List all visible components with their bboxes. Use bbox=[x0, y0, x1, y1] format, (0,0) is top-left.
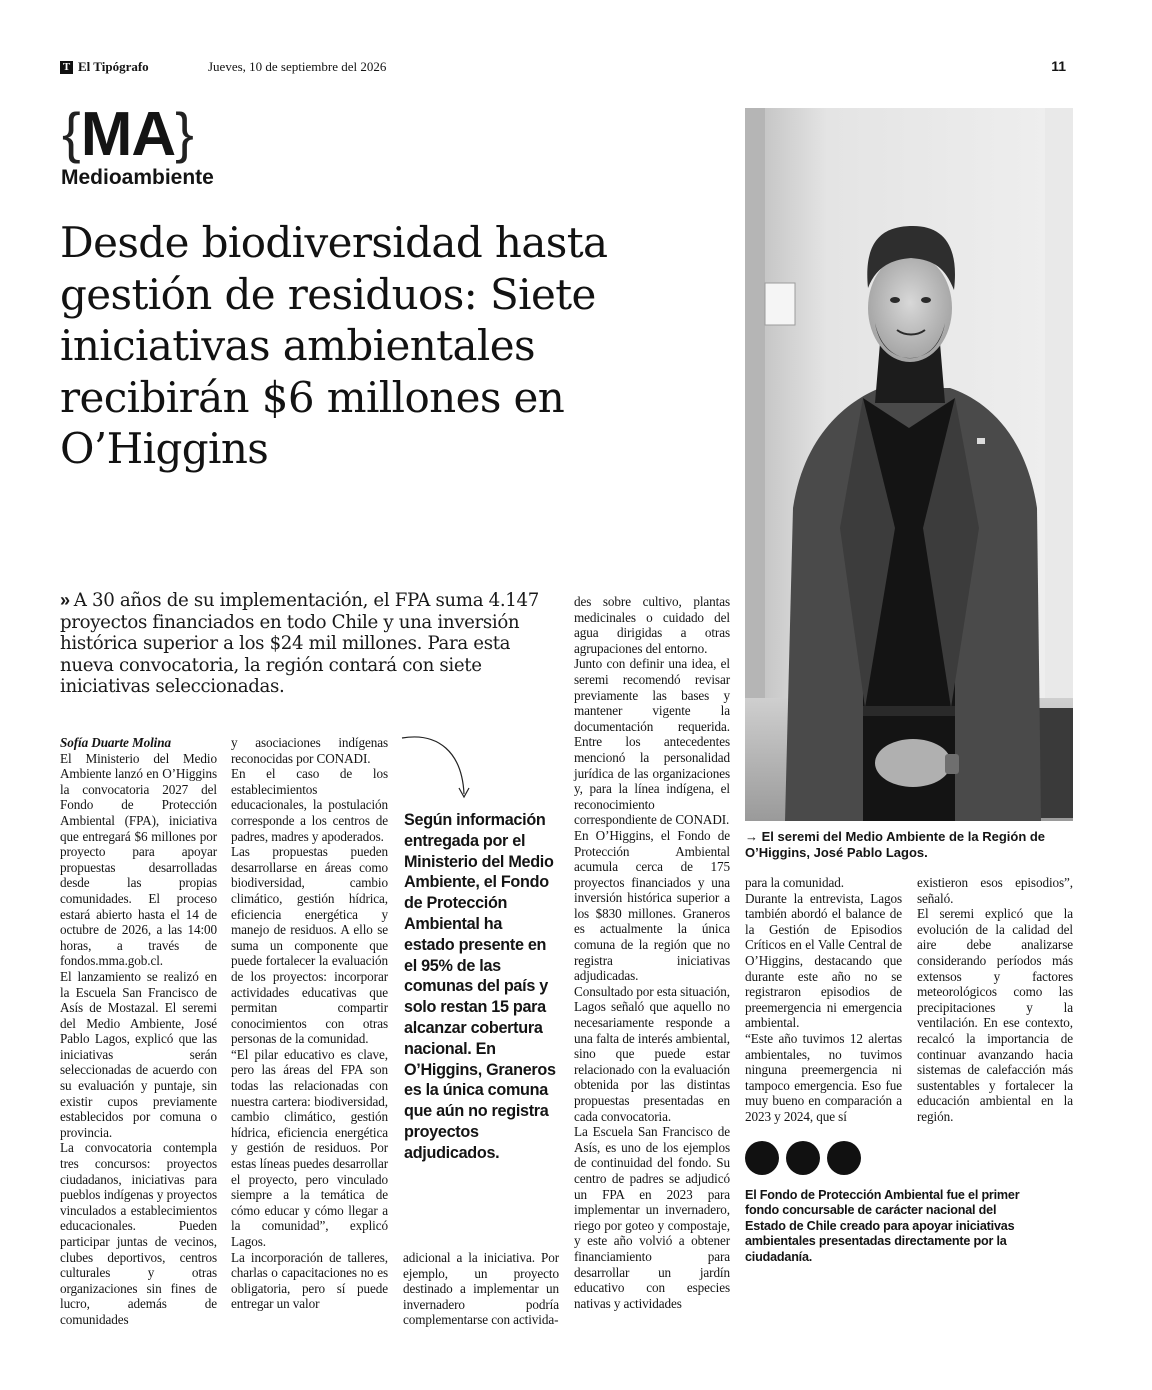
article-column-4 bbox=[574, 594, 730, 1311]
paragraph: La Escuela San Francisco de Asís, es uno de los ejemplos de continuidad del fondo. Su centro de padres se adjudicó un FPA en 2023 para implementar un invernadero, riego por goteo y compostaje, y este año volvió a obtener financiamiento para desarrollar un jardín educativo con especies nativas y actividades bbox=[574, 1124, 730, 1311]
paragraph: des sobre cultivo, plantas medicinales o cuidado del agua dirigidas a otras agrupaciones del entorno. bbox=[574, 594, 730, 656]
dot-icon bbox=[827, 1141, 861, 1175]
caption-text: El seremi del Medio Ambiente de la Región de O’Higgins, José Pablo Lagos. bbox=[745, 829, 1046, 860]
photo-caption bbox=[745, 829, 1073, 861]
paragraph: La convocatoria contempla tres concursos: proyectos ciudadanos, iniciativas para pueblos indígenas y proyectos vinculados a establecimientos educacionales. Pueden participar juntas de vecinos, clubes deportivos, centros culturales y otras organizaciones sin fines de lucro, además de comunidades bbox=[60, 1140, 217, 1327]
article-lede bbox=[60, 590, 560, 698]
paragraph: “Este año tuvimos 12 alertas ambientales, no tuvimos ninguna preemergencia ni tampoco emergencia. Eso fue muy bueno en comparación a 2023 y 2024, que sí bbox=[745, 1030, 902, 1124]
lede-marker: » bbox=[60, 590, 70, 610]
paragraph: existieron esos episodios”, señaló. bbox=[917, 875, 1073, 906]
article-column-6 bbox=[917, 875, 1073, 1125]
page-number: 11 bbox=[1051, 58, 1066, 74]
article-column-2 bbox=[231, 735, 388, 1312]
paragraph: Junto con definir una idea, el seremi recomendó revisar previamente las bases y mantener vigente la documentación requerida. Entre los antecedentes mencionó la personalidad jurídica de las organizaciones y, para la línea indígena, el reconocimiento correspondiente de CONADI. bbox=[574, 656, 730, 828]
article-column-3 bbox=[403, 1250, 559, 1328]
section-open-brace: { bbox=[62, 101, 81, 164]
dot-icon bbox=[745, 1141, 779, 1175]
paragraph: y asociaciones indígenas reconocidas por CONADI. bbox=[231, 735, 388, 766]
section-abbreviation: MA bbox=[80, 100, 176, 169]
paragraph: En el caso de los establecimientos educacionales, la postulación corresponde a los centros de padres, madres y apoderados. bbox=[231, 766, 388, 844]
paragraph: Durante la entrevista, Lagos también abordó el balance de la Gestión de Episodios Críticos en el Valle Central de O’Higgins, destacando que durante este año no se registraron episodios de preemergencia ni emergencia ambiental. bbox=[745, 890, 902, 1031]
section-code bbox=[62, 100, 194, 170]
masthead bbox=[60, 58, 1080, 80]
paragraph: adicional a la iniciativa. Por ejemplo, un proyecto destinado a implementar un invernadero podría complementarse con activida- bbox=[403, 1250, 559, 1328]
section-name: Medioambiente bbox=[61, 166, 214, 189]
issue-date: Jueves, 10 de septiembre del 2026 bbox=[208, 59, 387, 74]
paragraph: Las propuestas pueden desarrollarse en áreas como biodiversidad, cambio climático, gestión hídrica, eficiencia energética y manejo de residuos. A ello se suma un componente que puede fortalecer la evaluación de los proyectos: incorporar actividades educativas que permitan compartir conocimientos con otras personas de la comunidad. bbox=[231, 844, 388, 1047]
publication-logo: T bbox=[60, 61, 73, 74]
fact-box-marker bbox=[745, 1141, 875, 1175]
publication-name: El Tipógrafo bbox=[78, 59, 149, 74]
article-column-5 bbox=[745, 875, 902, 1125]
paragraph: La incorporación de talleres, charlas o capacitaciones no es obligatoria, pero sí puede entregar un valor bbox=[231, 1249, 388, 1312]
dot-icon bbox=[786, 1141, 820, 1175]
paragraph: “El pilar educativo es clave, pero las áreas del FPA son todas las relacionadas con nuestra cartera: biodiversidad, cambio climático, gestión hídrica, eficiencia energética y gestión de residuos. Por estas líneas puedes desarrollar el proyecto, pero vinculado siempre a la temática de cómo educar y cómo llegar a la comunidad”, explicó Lagos. bbox=[231, 1046, 388, 1249]
byline: Sofía Duarte Molina bbox=[60, 735, 171, 750]
paragraph: El seremi explicó que la evolución de la calidad del aire debe analizarse considerando períodos más extensos y factores meteorológicos como las precipitaciones y la ventilación. En ese contexto, recalcó la importancia de continuar avanzando hacia sistemas de calefacción más sustentables y fortalecer la educación ambiental en la región. bbox=[917, 906, 1073, 1124]
article-headline: Desde biodiversidad hasta gestión de residuos: Siete iniciativas ambientales recibirán $6 millones en O’Higgins bbox=[60, 218, 608, 473]
paragraph: El lanzamiento se realizó en la Escuela San Francisco de Asís de Mostazal. El seremi del Medio Ambiente, José Pablo Lagos, explicó que las iniciativas serán seleccionadas de acuerdo con su evaluación y puntaje, sin existir cupos previamente establecidos por comuna o provincia. bbox=[60, 968, 217, 1140]
curved-arrow-icon bbox=[398, 732, 478, 804]
portrait-photo bbox=[745, 108, 1073, 821]
section-close-brace: } bbox=[175, 101, 194, 164]
caption-arrow-icon: → bbox=[745, 829, 758, 844]
lede-text: A 30 años de su implementación, el FPA suma 4.147 proyectos financiados en todo Chile y una inversión histórica superior a los $24 mil millones. Para esta nueva convocatoria, la región contará con siete iniciativas seleccionadas. bbox=[60, 590, 539, 697]
paragraph: Consultado por esta situación, Lagos señaló que aquello no necesariamente responde a una falta de interés ambiental, sino que puede estar relacionado con la evaluación obtenida por las distintas propuestas presentadas en cada convocatoria. bbox=[574, 983, 730, 1124]
portrait-illustration bbox=[745, 108, 1073, 821]
fact-box: El Fondo de Protección Ambiental fue el primer fondo concursable de carácter nacional del Estado de Chile creado para apoyar iniciativas ambientales presentadas directamente por la ciudadanía. bbox=[745, 1188, 1020, 1264]
paragraph: El Ministerio del Medio Ambiente lanzó en O’Higgins la convocatoria 2027 del Fondo de Protección Ambiental (FPA), iniciativa que entregará $6 millones por proyecto para apoyar propuestas desarrolladas desde las propias comunidades. El proceso estará abierto hasta el 14 de octubre de 2026, a las 14:00 horas, a través de fondos.mma.gob.cl. bbox=[60, 750, 217, 969]
article-column-1 bbox=[60, 735, 217, 1328]
paragraph: para la comunidad. bbox=[745, 875, 844, 890]
paragraph: En O’Higgins, el Fondo de Protección Ambiental acumula cerca de 175 proyectos financiados y una inversión histórica superior a los $830 millones. Graneros es actualmente la única comuna de la región que no registra iniciativas adjudicadas. bbox=[574, 827, 730, 984]
pull-quote: Según información entregada por el Ministerio del Medio Ambiente, el Fondo de Protección Ambiental ha estado presente en el 95% de las comunas del país y solo restan 15 para alcanzar cobertura nacional. En O’Higgins, Graneros es la única comuna que aún no registra proyectos adjudicados. bbox=[404, 811, 556, 1162]
